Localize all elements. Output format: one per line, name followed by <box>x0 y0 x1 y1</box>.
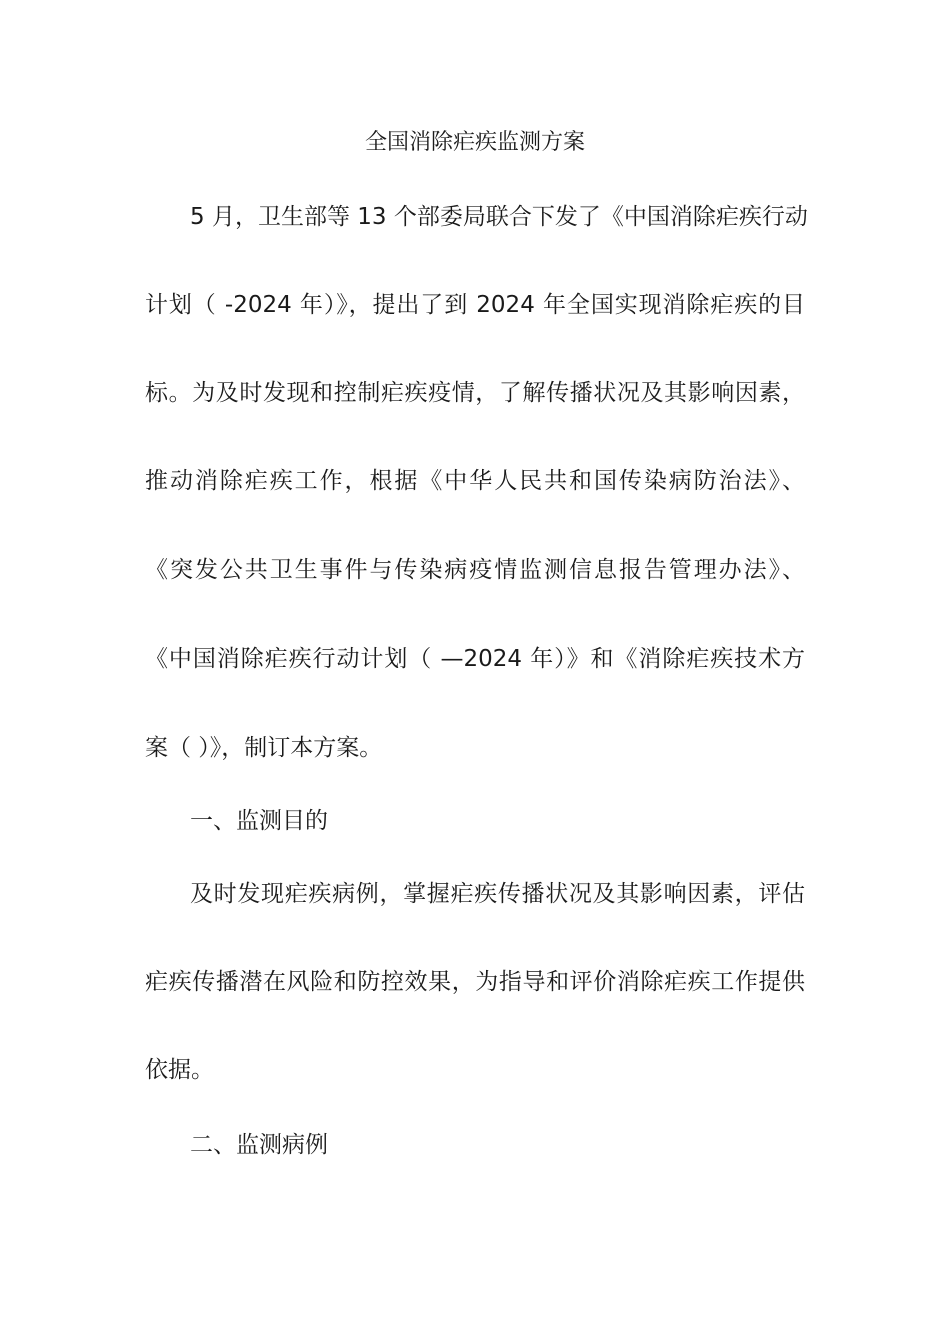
purpose-line-3: 依据。 <box>145 1057 214 1083</box>
section-heading-cases: 二、监测病例 <box>190 1132 328 1158</box>
intro-line-5: 《突发公共卫生事件与传染病疫情监测信息报告管理办法》、 <box>145 557 805 583</box>
purpose-line-2: 疟疾传播潜在风险和防控效果，为指导和评价消除疟疾工作提供 <box>145 969 805 995</box>
intro-line-6: 《中国消除疟疾行动计划（ —2024 年）》和《消除疟疾技术方 <box>145 646 805 672</box>
intro-line-7: 案（ ）》，制订本方案。 <box>145 735 383 761</box>
section-heading-purpose: 一、监测目的 <box>190 808 328 834</box>
intro-line-4: 推动消除疟疾工作，根据《中华人民共和国传染病防治法》、 <box>145 468 805 494</box>
intro-line-1: 5 月，卫生部等 13 个部委局联合下发了《中国消除疟疾行动 <box>190 204 808 230</box>
purpose-line-1: 及时发现疟疾病例，掌握疟疾传播状况及其影响因素，评估 <box>190 881 805 907</box>
intro-line-2: 计划（ -2024 年）》，提出了到 2024 年全国实现消除疟疾的目 <box>145 292 805 318</box>
intro-line-3: 标。为及时发现和控制疟疾疫情，了解传播状况及其影响因素， <box>145 380 805 406</box>
document-title: 全国消除疟疾监测方案 <box>364 130 585 155</box>
